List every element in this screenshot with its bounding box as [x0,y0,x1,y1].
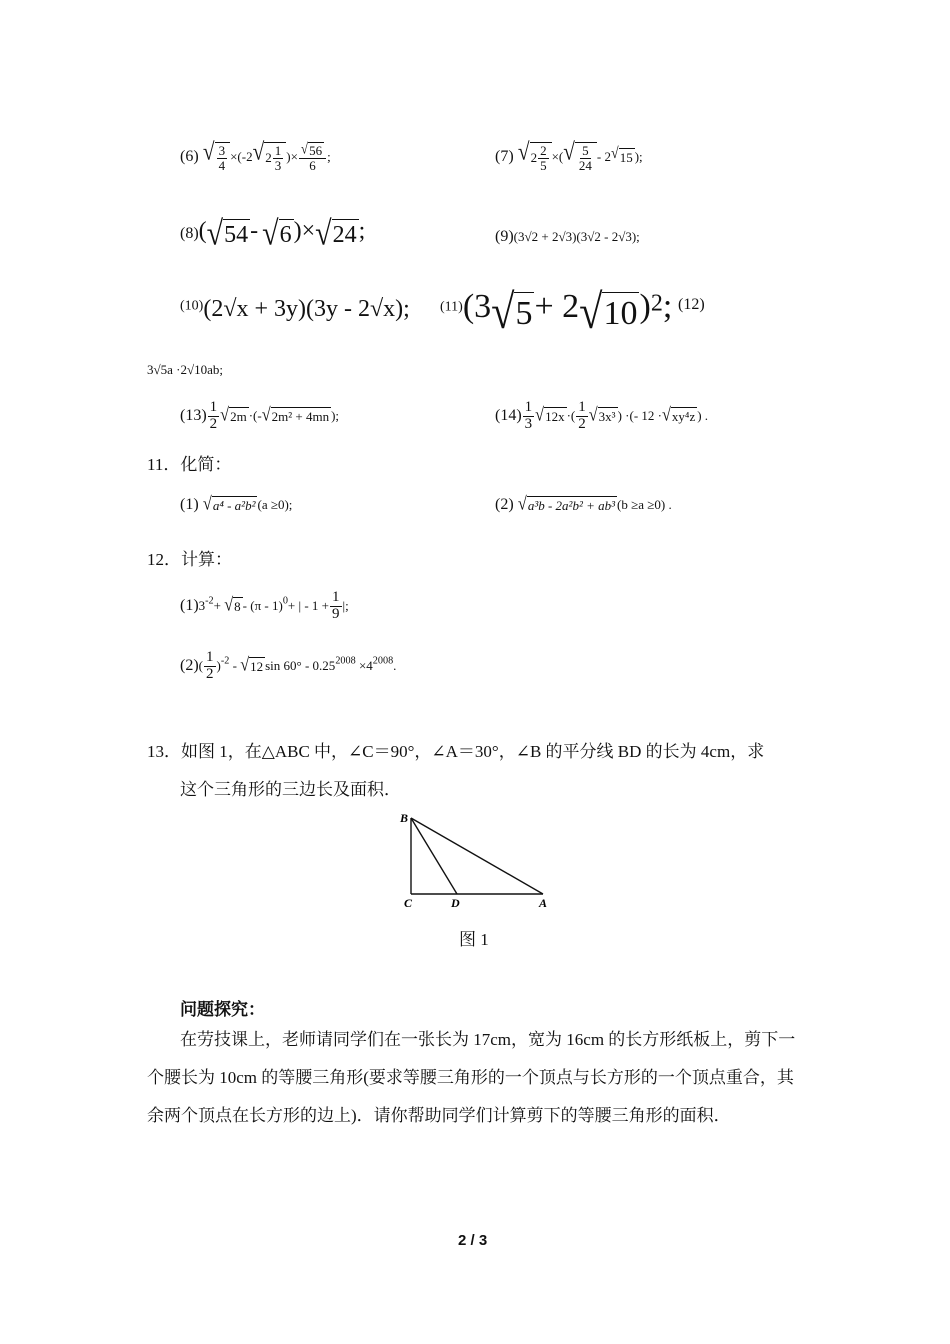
problem-10: (10)(2√x + 3y)(3y - 2√x); [180,296,410,322]
vertex-label-d: D [451,896,460,910]
vertex-label-b: B [400,811,409,825]
question-11-item-2: (2) √ a³b - 2a²b² + ab³ (b ≥a ≥0) . [495,493,672,515]
vertex-label-a: A [539,896,548,910]
page-number: 2 / 3 [458,1232,488,1249]
problem-9: (9)(3√2 + 2√3)(3√2 - 2√3); [495,228,640,245]
question-12-item-1: $(1)3^{-2}+$ √ 8 - (π - 1)$^0$+ | - 1 + $\frac{1}{9}$ |; [180,589,349,622]
bisector-bd [411,818,457,894]
question-12-title: 12．计算： [147,550,232,569]
section-heading: 问题探究： [180,1000,265,1019]
exploration-paragraph: 在劳技课上，老师请同学们在一张长为 17cm，宽为 16cm 的长方形纸板上，剪下一个腰长为 10cm 的等腰三角形(要求等腰三角形的一个顶点与长方形的一个顶点重合，其余两个顶点在长方形的边上)．请你帮助同学们计算剪下的等腰三角形的面积． [147,1030,796,1125]
problem-6: (6) √ $\frac{3}{4}$ ×(-2 √ 2 $\frac{1}{3}$ )× √ 56 6 ; [180,137,331,173]
side-ba [411,818,543,894]
triangle-figure [395,810,555,912]
question-11-item-1: (1) √ a⁴ - a²b² (a ≥0); [180,493,293,515]
question-11-title: 11．化简： [147,455,232,474]
figure-caption: 图 1 [459,930,489,949]
question-13-line-1: 13．如图 1，在△ABC 中，∠C＝90°，∠A＝30°，∠B 的平分线 BD 的长为 4cm，求 [147,742,765,761]
problem-7: (7) √ 2 $\frac{2}{5}$ ×( √ $\frac{5}{24}$ - 2 √ 15 ); [495,137,643,173]
problem-8: (8)( √ 54 - √ 6 )× √ 24 ; [180,214,366,253]
question-13-line-2: 这个三角形的三边长及面积． [180,780,401,799]
problem-11: (11)(3 √ 5 + 2 √ 10 )$^2$; [440,285,673,340]
problem-13: (13) $\frac{1}{2}$ √ 2m ·(- √ 2m² + 4mn ); [180,399,340,432]
problem-12-expression: 3√5a ·2√10ab; [147,362,224,377]
problem-12-label: (12) [678,296,705,313]
vertex-label-c: C [404,896,413,910]
problem-14: (14) $\frac{1}{3}$ √ 12x ·( $\frac{1}{2}$ √ 3x³ ) ·(- 12 · √ xy⁴z ) . [495,399,709,432]
question-12-item-2: (2)( $\frac{1}{2}$ )$^{-2}$ - √ 12 $\sin 60^\circ - 0.25^{2008} \times 4^{2008}$. [180,649,397,682]
